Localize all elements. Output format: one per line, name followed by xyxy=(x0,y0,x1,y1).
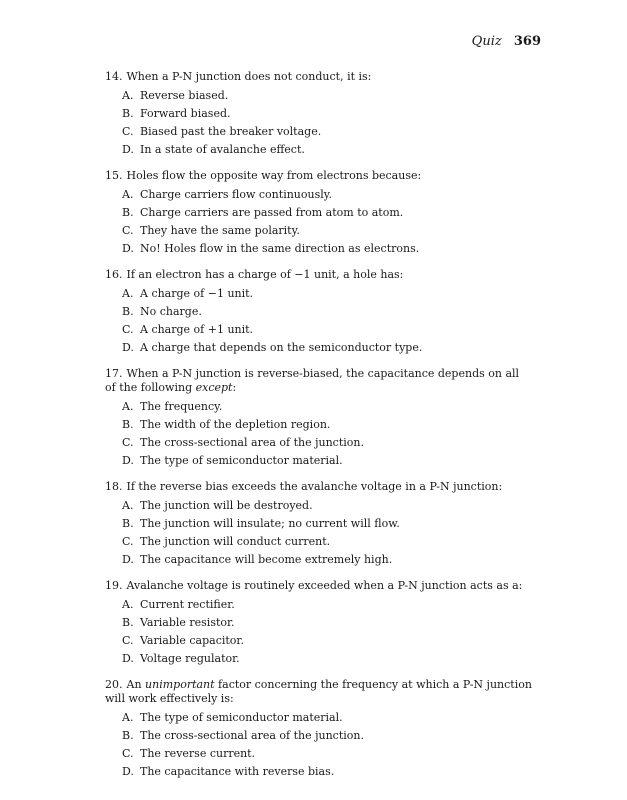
question-16 xyxy=(105,268,533,359)
option-text: Charge carriers are passed from atom to atom. xyxy=(140,206,404,219)
answer-option xyxy=(122,711,533,729)
option-text: The junction will insulate; no current will flow. xyxy=(140,517,400,530)
option-letter: B. xyxy=(122,206,134,219)
question-text: If the reverse bias exceeds the avalanche voltage in a P-N junction: xyxy=(126,480,503,493)
answer-options xyxy=(105,499,533,571)
answer-option xyxy=(122,553,533,571)
answer-option xyxy=(122,535,533,553)
option-text: The capacitance will become extremely high. xyxy=(140,553,393,566)
answer-option xyxy=(122,125,533,143)
question-text-end: : xyxy=(232,381,237,394)
option-text: The frequency. xyxy=(140,400,223,413)
answer-option xyxy=(122,206,533,224)
running-header xyxy=(472,34,541,49)
answer-options xyxy=(105,89,533,161)
question-19 xyxy=(105,579,533,670)
question-emphasis: except xyxy=(195,381,233,394)
option-letter: B. xyxy=(122,729,134,742)
option-letter: D. xyxy=(122,341,134,354)
option-text: They have the same polarity. xyxy=(140,224,300,237)
option-letter: B. xyxy=(122,305,134,318)
option-text: Variable capacitor. xyxy=(140,634,244,647)
option-text: The capacitance with reverse bias. xyxy=(140,765,335,778)
option-letter: C. xyxy=(122,747,134,760)
answer-option xyxy=(122,107,533,125)
question-14 xyxy=(105,70,533,161)
option-letter: A. xyxy=(122,188,134,201)
answer-option xyxy=(122,747,533,765)
option-text: The type of semiconductor material. xyxy=(140,454,343,467)
option-text: No! Holes flow in the same direction as electrons. xyxy=(140,242,420,255)
answer-option xyxy=(122,224,533,242)
question-number: 17. xyxy=(105,367,123,380)
answer-option xyxy=(122,634,533,652)
answer-options xyxy=(105,188,533,260)
answer-option xyxy=(122,89,533,107)
option-text: The type of semiconductor material. xyxy=(140,711,343,724)
question-text: When a P-N junction is reverse-biased, the capacitance depends on all of the following xyxy=(105,367,520,394)
option-letter: A. xyxy=(122,287,134,300)
question-text: When a P-N junction does not conduct, it is: xyxy=(126,70,372,83)
answer-option xyxy=(122,305,533,323)
question-stem xyxy=(105,70,533,84)
option-letter: C. xyxy=(122,535,134,548)
answer-option xyxy=(122,143,533,161)
answer-option xyxy=(122,418,533,436)
answer-option xyxy=(122,598,533,616)
option-text: Biased past the breaker voltage. xyxy=(140,125,322,138)
question-number: 14. xyxy=(105,70,123,83)
section-title: Quiz xyxy=(471,34,502,49)
question-18 xyxy=(105,480,533,571)
option-text: A charge that depends on the semiconductor type. xyxy=(140,341,423,354)
option-letter: C. xyxy=(122,634,134,647)
question-number: 19. xyxy=(105,579,123,592)
option-text: A charge of −1 unit. xyxy=(140,287,254,300)
option-letter: B. xyxy=(122,517,134,530)
question-17 xyxy=(105,367,533,472)
question-text: Avalanche voltage is routinely exceeded when a P-N junction acts as a: xyxy=(126,579,523,592)
option-text: The width of the depletion region. xyxy=(140,418,331,431)
option-text: Current rectifier. xyxy=(140,598,235,611)
option-letter: D. xyxy=(122,454,134,467)
question-text-end: factor concerning the frequency at which a P-N junction will work effectively is: xyxy=(105,678,532,705)
question-stem xyxy=(105,480,533,494)
option-text: A charge of +1 unit. xyxy=(140,323,254,336)
option-letter: C. xyxy=(122,436,134,449)
option-letter: C. xyxy=(122,323,134,336)
question-text: An xyxy=(126,678,146,691)
option-text: The junction will be destroyed. xyxy=(140,499,313,512)
option-text: Voltage regulator. xyxy=(140,652,240,665)
option-text: The reverse current. xyxy=(140,747,256,760)
answer-option xyxy=(122,454,533,472)
option-letter: A. xyxy=(122,598,134,611)
question-text: Holes flow the opposite way from electrons because: xyxy=(126,169,422,182)
question-number: 18. xyxy=(105,480,123,493)
option-letter: A. xyxy=(122,711,134,724)
option-letter: A. xyxy=(122,89,134,102)
option-text: Reverse biased. xyxy=(140,89,229,102)
question-number: 15. xyxy=(105,169,123,182)
answer-option xyxy=(122,323,533,341)
question-stem xyxy=(105,579,533,593)
option-letter: C. xyxy=(122,125,134,138)
answer-option xyxy=(122,517,533,535)
question-number: 16. xyxy=(105,268,123,281)
option-letter: D. xyxy=(122,143,134,156)
option-letter: C. xyxy=(122,224,134,237)
question-list xyxy=(105,70,533,791)
answer-options xyxy=(105,598,533,670)
question-emphasis: unimportant xyxy=(145,678,215,691)
option-letter: D. xyxy=(122,652,134,665)
question-number: 20. xyxy=(105,678,123,691)
question-stem xyxy=(105,678,533,706)
option-text: Variable resistor. xyxy=(140,616,235,629)
answer-option xyxy=(122,652,533,670)
option-text: The cross-sectional area of the junction. xyxy=(140,729,364,742)
question-stem xyxy=(105,367,533,395)
answer-option xyxy=(122,729,533,747)
option-text: The cross-sectional area of the junction. xyxy=(140,436,364,449)
option-text: No charge. xyxy=(140,305,202,318)
option-text: Charge carriers flow continuously. xyxy=(140,188,332,201)
answer-option xyxy=(122,341,533,359)
option-letter: B. xyxy=(122,107,134,120)
answer-options xyxy=(105,400,533,472)
page-number: 369 xyxy=(513,34,541,49)
answer-options xyxy=(105,287,533,359)
option-letter: B. xyxy=(122,418,134,431)
question-stem xyxy=(105,268,533,282)
answer-option xyxy=(122,436,533,454)
option-letter: D. xyxy=(122,553,134,566)
option-text: The junction will conduct current. xyxy=(140,535,331,548)
option-letter: B. xyxy=(122,616,134,629)
option-letter: D. xyxy=(122,242,134,255)
answer-option xyxy=(122,765,533,783)
answer-option xyxy=(122,499,533,517)
option-text: In a state of avalanche effect. xyxy=(140,143,305,156)
option-text: Forward biased. xyxy=(140,107,231,120)
option-letter: A. xyxy=(122,400,134,413)
answer-option xyxy=(122,188,533,206)
option-letter: D. xyxy=(122,765,134,778)
answer-options xyxy=(105,711,533,783)
question-stem xyxy=(105,169,533,183)
answer-option xyxy=(122,616,533,634)
question-text: If an electron has a charge of −1 unit, a hole has: xyxy=(126,268,404,281)
answer-option xyxy=(122,400,533,418)
question-20 xyxy=(105,678,533,783)
question-15 xyxy=(105,169,533,260)
answer-option xyxy=(122,287,533,305)
answer-option xyxy=(122,242,533,260)
option-letter: A. xyxy=(122,499,134,512)
